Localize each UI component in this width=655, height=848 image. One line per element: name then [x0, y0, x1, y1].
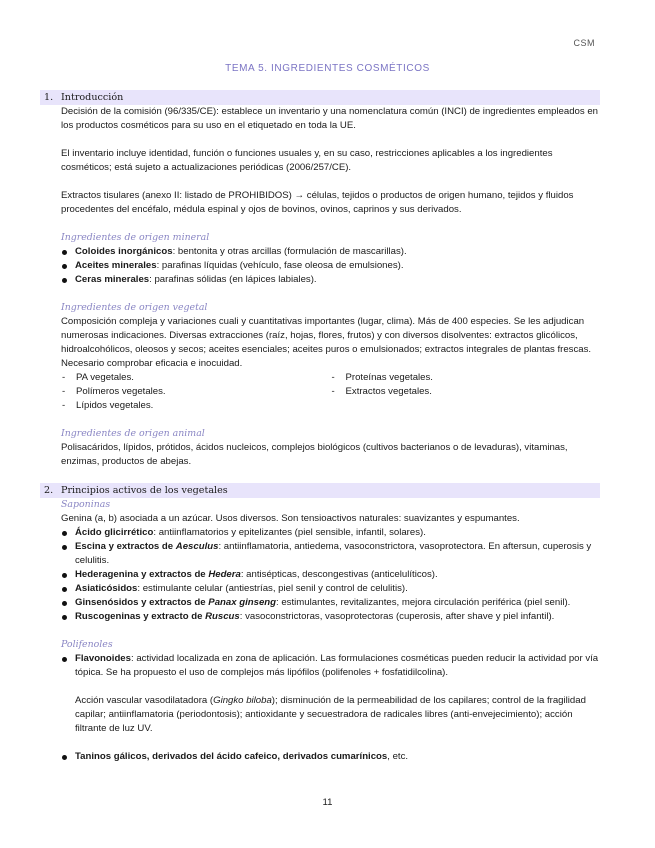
author-initials: CSM: [573, 38, 595, 48]
intro-paragraph-3: Extractos tisulares (anexo II: listado de PROHIBIDOS) → células, tejidos o productos de origen humano, tejidos y fluidos procedentes del encéfalo, médula espinal y ojos de bovinos, ovinos, caprinos y sus derivados.: [61, 190, 574, 215]
section-1-title: Introducción: [61, 91, 124, 103]
list-item: Taninos gálicos, derivados del ácido cafeico, derivados cumarínicos, etc.: [61, 750, 600, 764]
subheading-mineral: Ingredientes de origen mineral: [61, 232, 210, 243]
list-item: Escina y extractos de Aesculus: antiinflamatoria, antiedema, vasoconstrictora, vasoprotectora. En aftersun, cuperosis y celulitis.: [61, 540, 600, 568]
intro-paragraph-2: El inventario incluye identidad, función o funciones usuales y, en su caso, restricciones aplicables a los ingredientes cosméticos; está sujeto a actualizaciones periódicas (2006/257/CE).: [61, 148, 553, 173]
list-item: Ceras minerales: parafinas sólidas (en lápices labiales).: [61, 273, 600, 287]
mineral-list: [40, 245, 600, 287]
polifenoles-list: [40, 652, 600, 680]
subheading-animal: Ingredientes de origen animal: [61, 428, 205, 439]
intro-paragraph-1: Decisión de la comisión (96/335/CE): establece un inventario y una nomenclatura común (INCI) de ingredientes empleados en los productos cosméticos para su uso en el etiquetado en toda la UE.: [61, 106, 599, 131]
vegetal-paragraph: Composición compleja y variaciones cuali y cuantitativas importantes (lugar, clima). Más de 400 especies. Se les adjudican numerosas indicaciones. Diversas extracciones (raíz, hojas, flores, frutos) y con diversos disolventes: extractos glicólicos, hidroalcohólicos, oleosos y secos; aceites esenciales; aceites puros o emulsionados; extractos integrales de plantas frescas. Necesario comprobar eficacia e inocuidad.: [61, 316, 592, 369]
list-item: Flavonoides: actividad localizada en zona de aplicación. Las formulaciones cosméticas pueden reducir la actividad por vía tópica. Se ha propuesto el uso de complejos más lipófilos (polifenoles + fosfatidilcolina).: [61, 652, 600, 680]
section-1-body: [40, 105, 600, 231]
saponinas-list: [40, 526, 600, 624]
flavonoides-detail: Acción vascular vasodilatadora (Gingko biloba); disminución de la permeabilidad de los capilares; control de la fragilidad capilar; antiinflamatoria (periodontosis); antioxidante y secuestradora de radicales libres (anti-envejecimiento); acción filtrante de luz UV.: [75, 695, 586, 734]
list-item: - Extractos vegetales.: [331, 385, 601, 399]
section-1-number: 1.: [44, 91, 54, 103]
list-item: - Polímeros vegetales.: [61, 385, 331, 399]
list-item: Coloides inorgánicos: bentonita y otras arcillas (formulación de mascarillas).: [61, 245, 600, 259]
saponinas-intro: Genina (a, b) asociada a un azúcar. Usos diversos. Son tensioactivos naturales: suavizantes y espumantes.: [61, 513, 520, 524]
list-item: Ruscogeninas y extracto de Ruscus: vasoconstrictoras, vasoprotectoras (cuperosis, after shave y piel infantil).: [61, 610, 600, 624]
subheading-polifenoles: Polifenoles: [61, 639, 113, 650]
page-number: 11: [322, 797, 333, 808]
list-item: - Proteínas vegetales.: [331, 371, 601, 385]
list-item: Hederagenina y extractos de Hedera: antisépticas, descongestivas (anticelulíticos).: [61, 568, 600, 582]
vegetal-dash-list: [40, 371, 600, 413]
section-2-heading: [40, 483, 600, 498]
list-item: - Lípidos vegetales.: [61, 399, 331, 413]
animal-paragraph: Polisacáridos, lípidos, prótidos, ácidos nucleicos, complejos biológicos (cultivos bacterianos o de levaduras), vitaminas, enzimas, productos de abejas.: [61, 442, 568, 467]
list-item: Ginsenósidos y extractos de Panax ginseng: estimulantes, revitalizantes, mejora circulación periférica (piel senil).: [61, 596, 600, 610]
list-item: Asiaticósidos: estimulante celular (antiestrías, piel senil y control de celulitis).: [61, 582, 600, 596]
list-item: Aceites minerales: parafinas líquidas (vehículo, fase oleosa de emulsiones).: [61, 259, 600, 273]
document-title: TEMA 5. INGREDIENTES COSMÉTICOS: [225, 63, 430, 74]
taninos-list: [40, 750, 600, 764]
list-item: Ácido glicirrético: antiinflamatorios y epitelizantes (piel sensible, infantil, solares).: [61, 526, 600, 540]
list-item: - PA vegetales.: [61, 371, 331, 385]
subheading-vegetal: Ingredientes de origen vegetal: [61, 302, 208, 313]
subheading-saponinas: Saponinas: [61, 499, 111, 510]
section-1-heading: [40, 90, 600, 105]
section-2-title: Principios activos de los vegetales: [61, 484, 228, 496]
section-2-number: 2.: [44, 484, 54, 496]
page-content: [40, 90, 600, 764]
